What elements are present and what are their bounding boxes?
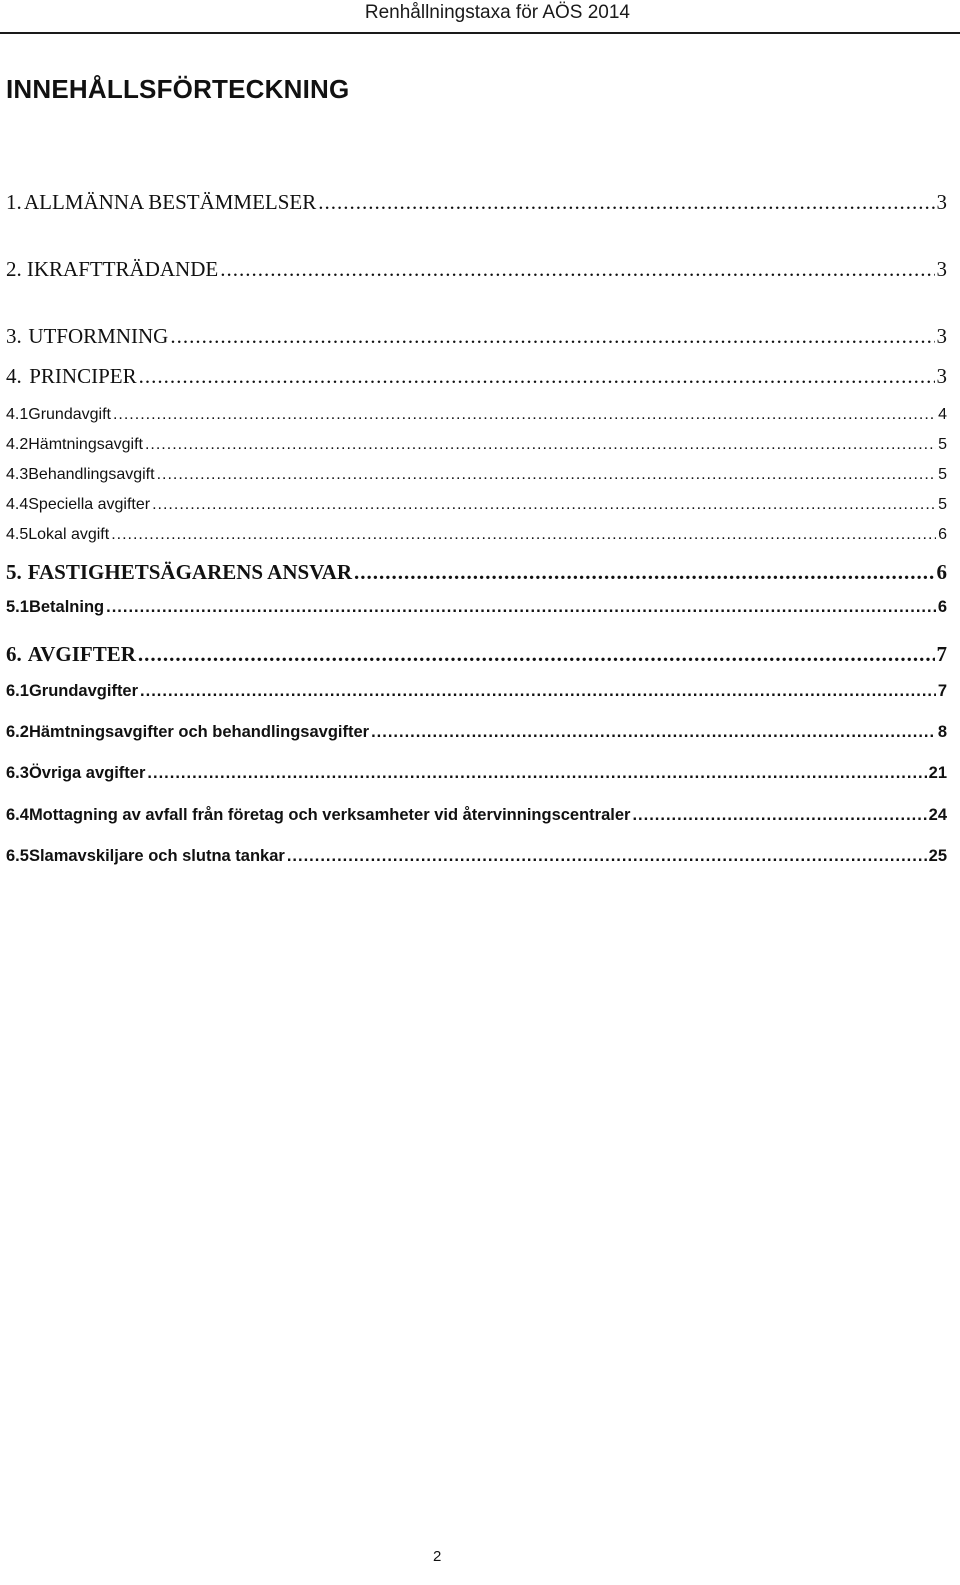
toc-entry[interactable]: [6, 682, 947, 701]
toc-entry-label: Hämtningsavgifter och behandlingsavgifter: [28, 723, 370, 741]
toc-entry-number: 4.: [6, 364, 22, 388]
toc-entry-page: 3: [936, 257, 947, 281]
toc-entry-number: 4.2: [6, 436, 29, 453]
toc-entry-page: 8: [937, 723, 947, 741]
toc-entry[interactable]: [6, 560, 947, 585]
toc-entry-page: 3: [936, 190, 947, 214]
toc-entry-page: 5: [938, 466, 947, 483]
toc-entry-label: Slamavskiljare och slutna tankar: [28, 847, 285, 865]
toc-leader-dots: [138, 642, 935, 667]
toc-entry-label: Hämtningsavgift: [28, 436, 143, 453]
toc-entry-label: Betalning: [28, 598, 105, 616]
toc-entry-label: UTFORMNING: [28, 324, 169, 348]
toc-entry-number: 6.1: [6, 682, 29, 700]
toc-entry-page: 6: [937, 598, 947, 616]
toc-entry-page: 6: [936, 560, 947, 584]
toc-entry-label: IKRAFTTRÄDANDE: [26, 257, 219, 281]
toc-entry-number: 4.5: [6, 526, 29, 543]
toc-leader-dots: [318, 190, 934, 215]
toc-leader-dots: [287, 847, 927, 866]
toc-entry-label: Mottagning av avfall från företag och verksamheter vid återvinningscentraler: [28, 806, 631, 824]
toc-entry[interactable]: [6, 496, 947, 514]
toc-leader-dots: [632, 806, 926, 825]
toc-entry-page: 3: [936, 364, 947, 388]
toc-entry-page: 6: [938, 526, 947, 543]
toc-entry-page: 7: [937, 682, 947, 700]
toc-leader-dots: [139, 364, 935, 389]
toc-entry-number: 6.5: [6, 847, 29, 865]
toc-entry[interactable]: [6, 406, 947, 424]
toc-entry-label: Övriga avgifter: [28, 764, 146, 782]
toc-entry-number: 4.1: [6, 406, 29, 423]
toc-entry-page: 4: [938, 406, 947, 423]
toc-entry-number: 1.: [6, 190, 22, 214]
toc-entry[interactable]: [6, 598, 947, 617]
toc-leader-dots: [140, 682, 936, 701]
toc-entry-label: Speciella avgifter: [28, 496, 151, 513]
toc-entry-label: PRINCIPER: [29, 364, 137, 388]
toc-leader-dots: [354, 560, 935, 585]
toc-leader-dots: [111, 526, 936, 544]
toc-entry-label: ALLMÄNNA BESTÄMMELSER: [24, 190, 317, 214]
toc-entry-number: 6.3: [6, 764, 29, 782]
toc-entry[interactable]: [6, 257, 947, 282]
toc-entry-page: 5: [938, 436, 947, 453]
toc-entry-number: 6.2: [6, 723, 29, 741]
toc-entry-page: 21: [928, 764, 947, 782]
toc-entry-label: Lokal avgift: [28, 526, 110, 543]
running-header: Renhållningstaxa för AÖS 2014: [364, 2, 630, 23]
page-number: 2: [433, 1548, 442, 1565]
toc-entry-number: 4.4: [6, 496, 29, 513]
toc-leader-dots: [220, 257, 934, 282]
toc-leader-dots: [152, 496, 936, 514]
toc-entry-label: Grundavgift: [28, 406, 111, 423]
toc-entry[interactable]: [6, 806, 947, 825]
toc-leader-dots: [106, 598, 936, 617]
toc-entry-page: 25: [928, 847, 947, 865]
toc-entry-number: 5.1: [6, 598, 29, 616]
toc-entry-label: Grundavgifter: [28, 682, 139, 700]
toc-entry-number: 2.: [6, 257, 22, 281]
toc-entry-label: FASTIGHETSÄGARENS ANSVAR: [27, 560, 352, 584]
toc-leader-dots: [113, 406, 936, 424]
toc-entry[interactable]: [6, 642, 947, 667]
toc-leader-dots: [157, 466, 937, 484]
toc-entry-number: 6.4: [6, 806, 29, 824]
toc-entry[interactable]: [6, 190, 947, 215]
toc-entry[interactable]: [6, 723, 947, 742]
toc-entry-page: 3: [936, 324, 947, 348]
toc-entry[interactable]: [6, 526, 947, 544]
toc-entry[interactable]: [6, 436, 947, 454]
toc-leader-dots: [145, 436, 936, 454]
header-rule: [0, 32, 960, 34]
toc-entry-page: 7: [936, 642, 947, 666]
toc-leader-dots: [170, 324, 934, 349]
toc-entry-label: Behandlingsavgift: [28, 466, 155, 483]
toc-entry[interactable]: [6, 324, 947, 349]
toc-entry-label: AVGIFTER: [27, 642, 136, 666]
toc-entry[interactable]: [6, 764, 947, 783]
toc-entry-page: 5: [938, 496, 947, 513]
toc-entry-number: 3.: [6, 324, 22, 348]
toc-title: INNEHÅLLSFÖRTECKNING: [6, 74, 350, 104]
toc-entry-number: 5.: [6, 560, 22, 584]
toc-leader-dots: [147, 764, 926, 783]
toc-leader-dots: [371, 723, 936, 742]
toc-entry-number: 6.: [6, 642, 22, 666]
toc-entry-page: 24: [928, 806, 947, 824]
toc-entry-number: 4.3: [6, 466, 29, 483]
toc-entry[interactable]: [6, 466, 947, 484]
toc-entry[interactable]: [6, 847, 947, 866]
toc-entry[interactable]: [6, 364, 947, 389]
